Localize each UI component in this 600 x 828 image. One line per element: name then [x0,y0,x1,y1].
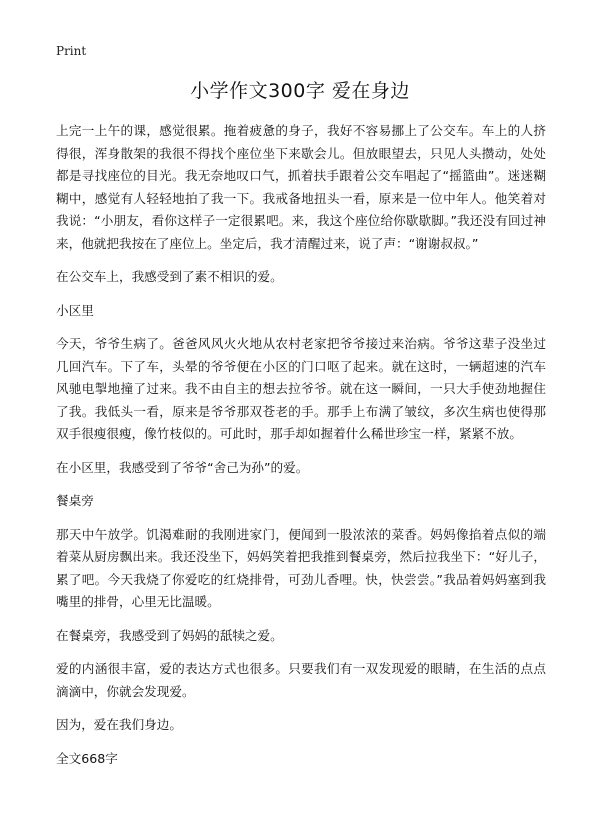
paragraph-mother-story: 那天中午放学。饥渴难耐的我刚进家门，便闻到一股浓浓的菜香。妈妈像掐着点似的端着菜从厨房飘出来。我还没坐下，妈妈笑着把我推到餐桌旁，然后拉我坐下：“好儿子，累了吧。今天我烧了你爱吃的红烧排骨，可劲儿香哩。快，快尝尝。”我品着妈妈塞到我嘴里的排骨，心里无比温暖。 [56,526,546,609]
paragraph-reflection: 爱的内涵很丰富，爱的表达方式也很多。只要我们有一双发现爱的眼睛，在生活的点点滴滴中，你就会发现爱。 [56,661,546,699]
paragraph-grandpa-summary: 在小区里，我感受到了爷爷“舍己为孙”的爱。 [56,459,309,475]
section-heading-neighborhood: 小区里 [56,302,94,318]
article-title: 小学作文300字 爱在身边 [190,80,410,102]
paragraph-conclusion: 因为，爱在我们身边。 [56,717,182,732]
section-heading-dining-table: 餐桌旁 [56,493,94,508]
word-count: 全文668字 [56,750,118,766]
print-link[interactable]: Print [56,44,87,58]
paragraph-mother-summary: 在餐桌旁，我感受到了妈妈的舐犊之爱。 [56,627,283,643]
paragraph-bus-story: 上完一上午的课，感觉很累。拖着疲惫的身子，我好不容易挪上了公交车。车上的人挤得很，浑身散架的我很不得找个座位坐下来歇会儿。但放眼望去，只见人头攒动，处处都是寻找座位的目光。我无奈地叹口气，抓着扶手跟着公交车唱起了“摇篮曲”。迷迷糊糊中，感觉有人轻轻地拍了我一下。我戒备地扭头一看，原来是一位中年人。他笑着对我说：“小朋友，看你这样子一定很累吧。来，我这个座位给你歇歇脚。”我还没有回过神来，他就把我按在了座位上。坐定后，我才清醒过来，说了声：“谢谢叔叔。” [56,123,546,251]
paragraph-grandpa-story: 今天，爷爷生病了。爸爸风风火火地从农村老家把爷爷接过来治病。爷爷这辈子没坐过几回汽车。下了车，头晕的爷爷便在小区的门口呕了起来。就在这时，一辆超速的汽车风驰电掣地撞了过来。我不由自主的想去拉爷爷。就在这一瞬间，一只大手使劲地握住了我。我低头一看，原来是爷爷那双苍老的手。那手上布满了皱纹，多次生病也使得那双手很瘦很瘦，像竹枝似的。可此时，那手却如握着什么稀世珍宝一样，紧紧不放。 [56,336,546,441]
article-body [56,120,546,781]
paragraph-bus-summary: 在公交车上，我感受到了素不相识的爱。 [56,269,283,284]
